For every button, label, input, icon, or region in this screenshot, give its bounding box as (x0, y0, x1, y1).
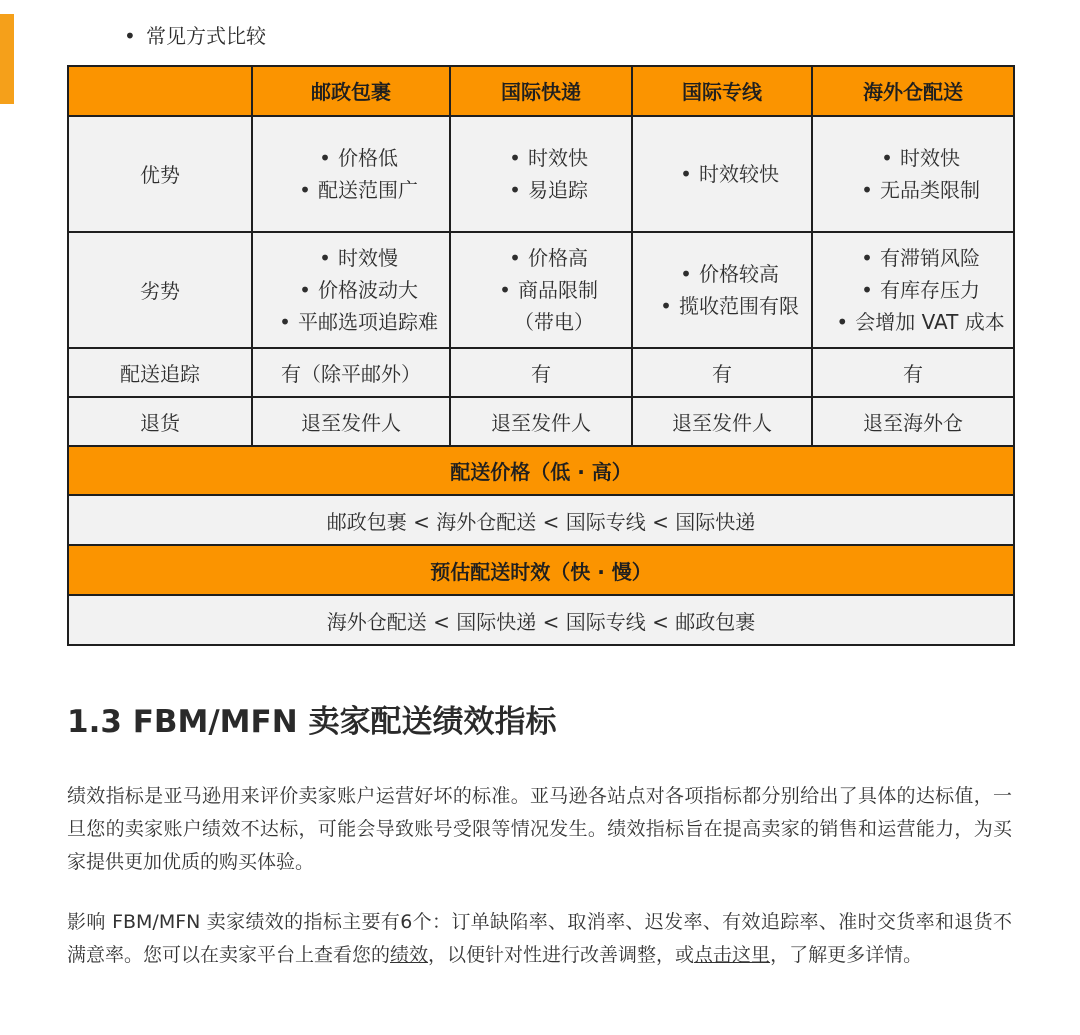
paragraph-intro: 绩效指标是亚马逊用来评价卖家账户运营好坏的标准。亚马逊各站点对各项指标都分别给出了具体的达标值，一旦您的卖家账户绩效不达标，可能会导致账号受限等情况发生。绩效指标旨在提高卖家的销售和运营能力，为买家提供更加优质的购买体验。 (67, 785, 1012, 873)
header-corner (68, 66, 252, 116)
time-order: 海外仓配送 < 国际快递 < 国际专线 < 邮政包裹 (68, 595, 1014, 645)
table-header-row (68, 66, 1014, 116)
list-item: • 配送范围广 (299, 177, 418, 202)
section-heading (124, 22, 266, 50)
bullet-icon: • (124, 24, 136, 48)
row-label-tracking: 配送追踪 (68, 348, 252, 397)
cell-tracking-express: 有 (450, 348, 632, 397)
list-item: • 价格高 (509, 245, 588, 270)
list-item: • 商品限制 (499, 277, 598, 302)
list-item: • 时效慢 (319, 245, 398, 270)
cell-disadvantage-warehouse (812, 232, 1014, 348)
price-header: 配送价格（低 · 高） (68, 446, 1014, 496)
article-title: 1.3 FBM/MFN 卖家配送绩效指标 (67, 704, 557, 740)
list-item: • 易追踪 (509, 177, 588, 202)
comparison-table (67, 65, 1015, 646)
row-label-advantage: 优势 (68, 116, 252, 232)
table-row-price-header (68, 446, 1014, 496)
header-overseas-warehouse: 海外仓配送 (812, 66, 1014, 116)
table-row-disadvantage (68, 232, 1014, 348)
cell-advantage-warehouse (812, 116, 1014, 232)
time-header: 预估配送时效（快 · 慢） (68, 545, 1014, 595)
cell-advantage-dedicated (632, 116, 812, 232)
click-here-link[interactable]: 点击这里 (694, 944, 771, 966)
row-label-disadvantage: 劣势 (68, 232, 252, 348)
list-item: • 无品类限制 (861, 177, 980, 202)
cell-disadvantage-express (450, 232, 632, 348)
list-item: • 时效快 (881, 145, 960, 170)
header-postal: 邮政包裹 (252, 66, 450, 116)
cell-advantage-postal (252, 116, 450, 232)
list-item: • 有库存压力 (861, 277, 980, 302)
cell-disadvantage-dedicated (632, 232, 812, 348)
paragraph-metrics: 影响 FBM/MFN 卖家绩效的指标主要有6个：订单缺陷率、取消率、迟发率、有效追踪率、准时交货率和退货不满意率。您可以在卖家平台上查看您的绩效，以便针对性进行改善调整，或点击这里，了解更多详情。 (67, 911, 1012, 966)
table-row-tracking (68, 348, 1014, 397)
cell-disadvantage-postal (252, 232, 450, 348)
table-row-advantage (68, 116, 1014, 232)
list-item: • 时效快 (509, 145, 588, 170)
list-item: • 会增加 VAT 成本 (836, 309, 1005, 334)
cell-returns-warehouse: 退至海外仓 (812, 397, 1014, 446)
list-item: • 时效较快 (680, 161, 779, 186)
list-item: • 有滞销风险 (861, 245, 980, 270)
table-row-price-order (68, 495, 1014, 545)
list-item: • 平邮选项追踪难 (279, 309, 438, 334)
header-express: 国际快递 (450, 66, 632, 116)
list-item: • 价格较高 (680, 261, 779, 286)
price-order: 邮政包裹 < 海外仓配送 < 国际专线 < 国际快递 (68, 495, 1014, 545)
cell-tracking-postal: 有（除平邮外） (252, 348, 450, 397)
header-dedicated-line: 国际专线 (632, 66, 812, 116)
cell-tracking-warehouse: 有 (812, 348, 1014, 397)
row-label-returns: 退货 (68, 397, 252, 446)
table-row-returns (68, 397, 1014, 446)
cell-advantage-express (450, 116, 632, 232)
list-item: （带电） (514, 309, 594, 334)
list-item: • 价格波动大 (299, 277, 418, 302)
cell-returns-express: 退至发件人 (450, 397, 632, 446)
list-item: • 价格低 (319, 145, 398, 170)
accent-bar (0, 14, 14, 104)
table-row-time-header (68, 545, 1014, 595)
cell-returns-dedicated: 退至发件人 (632, 397, 812, 446)
list-item: • 揽收范围有限 (660, 293, 799, 318)
section-heading-text: 常见方式比较 (146, 24, 266, 48)
performance-link[interactable]: 绩效 (390, 944, 429, 966)
table-row-time-order (68, 595, 1014, 645)
cell-tracking-dedicated: 有 (632, 348, 812, 397)
cell-returns-postal: 退至发件人 (252, 397, 450, 446)
